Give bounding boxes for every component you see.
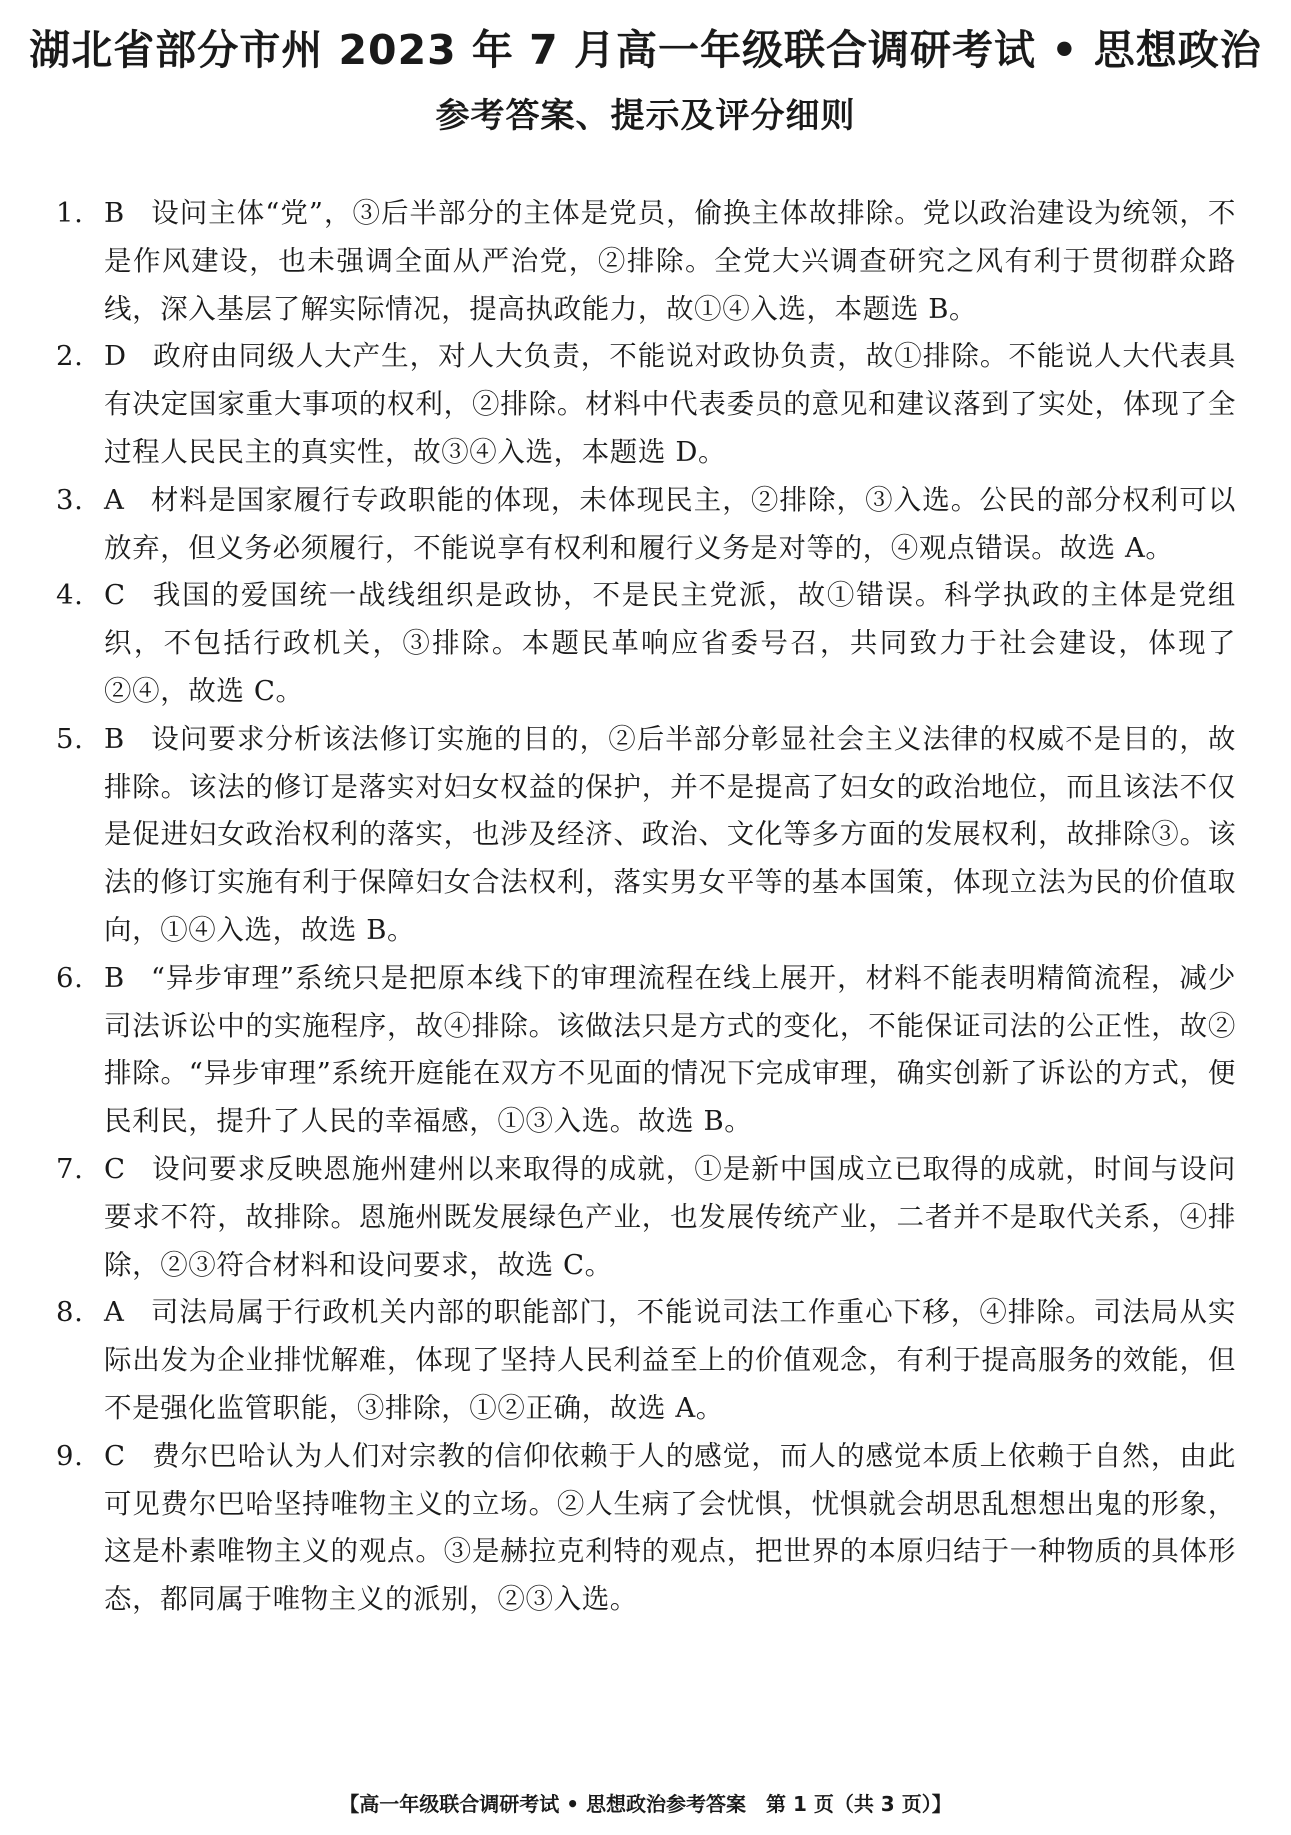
explanation-text: 设问主体“党”，③后半部分的主体是党员，偷换主体故排除。党以政治建设为统领，不是作风建设，也未强调全面从严治党，②排除。全党大兴调查研究之风有利于贯彻群众路线，深入基层了解实际情况，提高执政能力，故①④入选，本题选 B。 (104, 197, 1236, 325)
answer-item-7 (56, 1146, 1236, 1289)
answer-letter: B (104, 722, 125, 755)
answer-item-8 (56, 1289, 1236, 1432)
explanation-text: 费尔巴哈认为人们对宗教的信仰依赖于人的感觉，而人的感觉本质上依赖于自然，由此可见费尔巴哈坚持唯物主义的立场。②人生病了会忧惧，忧惧就会胡思乱想想出鬼的形象，这是朴素唯物主义的观点。③是赫拉克利特的观点，把世界的本原归结于一种物质的具体形态，都同属于唯物主义的派别，②③入选。 (104, 1439, 1236, 1616)
answer-letter: B (104, 961, 125, 994)
page-subtitle: 参考答案、提示及评分细则 (435, 96, 856, 136)
question-number: 3. (56, 483, 84, 516)
answer-item-9 (56, 1433, 1236, 1624)
explanation-text: 设问要求反映恩施州建州以来取得的成就，①是新中国成立已取得的成就，时间与设问要求不符，故排除。恩施州既发展绿色产业，也发展传统产业，二者并不是取代关系，④排除，②③符合材料和设问要求，故选 C。 (104, 1152, 1236, 1281)
answer-item-1 (56, 190, 1236, 333)
answer-letter: C (104, 579, 126, 612)
explanation-text: 我国的爱国统一战线组织是政协，不是民主党派，故①错误。科学执政的主体是党组织，不包括行政机关，③排除。本题民革响应省委号召，共同致力于社会建设，体现了②④，故选 C。 (104, 579, 1236, 707)
question-number: 8. (56, 1296, 84, 1329)
explanation-text: 司法局属于行政机关内部的职能部门，不能说司法工作重心下移，④排除。司法局从实际出发为企业排忧解难，体现了坚持人民利益至上的价值观念，有利于提高服务的效能，但不是强化监管职能，③排除，①②正确，故选 A。 (104, 1296, 1236, 1424)
answer-letter: A (104, 1296, 125, 1329)
answer-list (56, 190, 1236, 1624)
answer-letter: B (104, 197, 125, 229)
question-number: 6. (56, 961, 84, 994)
explanation-text: 政府由同级人大产生，对人大负责，不能说对政协负责，故①排除。不能说人大代表具有决定国家重大事项的权利，②排除。材料中代表委员的意见和建议落到了实处，体现了全过程人民民主的真实性，故③④入选，本题选 D。 (104, 340, 1236, 468)
explanation-text: “异步审理”系统只是把原本线下的审理流程在线上展开，材料不能表明精简流程，减少司法诉讼中的实施程序，故④排除。该做法只是方式的变化，不能保证司法的公正性，故②排除。“异步审理”系统开庭能在双方不见面的情况下完成审理，确实创新了诉讼的方式，便民利民，提升了人民的幸福感，①③入选。故选 B。 (104, 961, 1236, 1138)
question-number: 4. (56, 579, 84, 612)
page-title: 湖北省部分市州 2023 年 7 月高一年级联合调研考试 • 思想政治 (29, 26, 1262, 74)
answer-letter: C (104, 1439, 126, 1472)
question-number: 2. (56, 340, 84, 373)
explanation-text: 材料是国家履行专政职能的体现，未体现民主，②排除，③入选。公民的部分权利可以放弃，但义务必须履行，不能说享有权利和履行义务是对等的，④观点错误。故选 A。 (104, 483, 1236, 564)
question-number: 9. (56, 1439, 84, 1472)
answer-letter: C (104, 1152, 126, 1185)
page-footer: 【高一年级联合调研考试 • 思想政治参考答案 第 1 页（共 3 页）】 (339, 1792, 952, 1816)
answer-item-4 (56, 572, 1236, 715)
answer-item-6 (56, 955, 1236, 1146)
answer-item-3 (56, 477, 1236, 573)
answer-letter: A (104, 483, 125, 516)
question-number: 1. (56, 197, 84, 229)
answer-letter: D (104, 340, 127, 373)
question-number: 5. (56, 722, 84, 755)
answer-item-5 (56, 716, 1236, 955)
explanation-text: 设问要求分析该法修订实施的目的，②后半部分彰显社会主义法律的权威不是目的，故排除。该法的修订是落实对妇女权益的保护，并不是提高了妇女的政治地位，而且该法不仅是促进妇女政治权利的落实，也涉及经济、政治、文化等多方面的发展权利，故排除③。该法的修订实施有利于保障妇女合法权利，落实男女平等的基本国策，体现立法为民的价值取向，①④入选，故选 B。 (104, 722, 1236, 946)
question-number: 7. (56, 1152, 84, 1185)
answer-item-2 (56, 333, 1236, 476)
